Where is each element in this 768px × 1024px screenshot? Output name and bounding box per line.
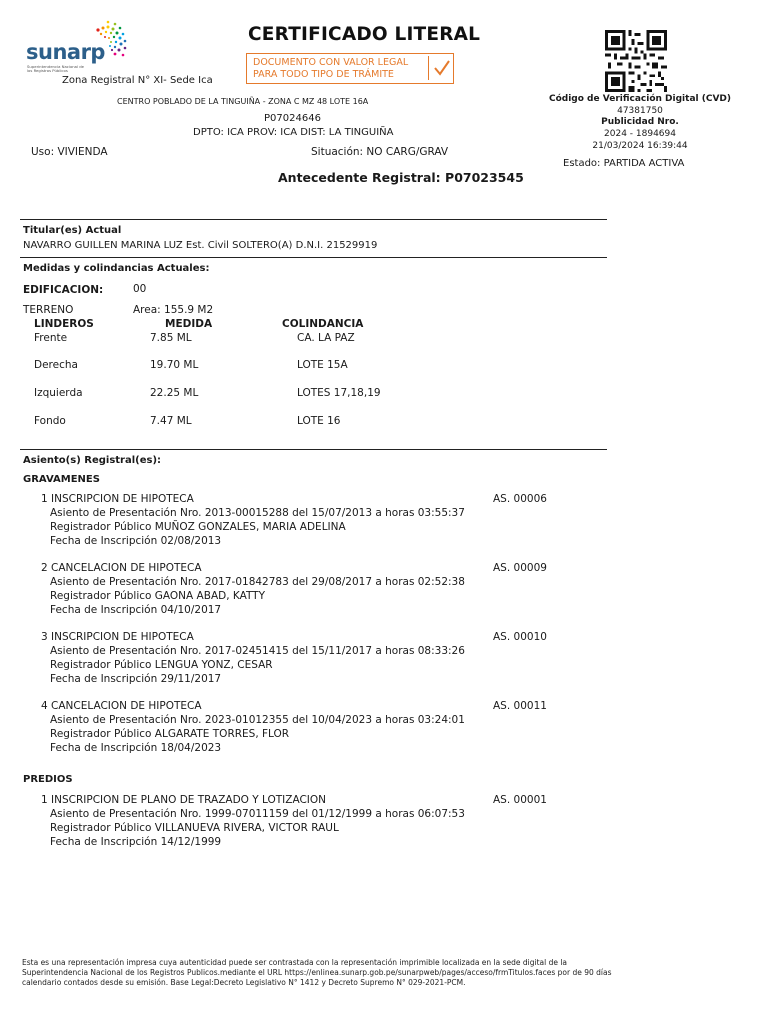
asiento-fecha: Fecha de Inscripción 04/10/2017 bbox=[50, 604, 222, 616]
checkmark-icon bbox=[433, 58, 451, 78]
uso: Uso: VIVIENDA bbox=[31, 146, 108, 158]
edificacion-label: EDIFICACION: bbox=[23, 284, 104, 296]
asiento-number: AS. 00011 bbox=[493, 700, 547, 712]
asiento-number: AS. 00010 bbox=[493, 631, 547, 643]
col-linderos: LINDEROS bbox=[34, 318, 94, 330]
zona-registral: Zona Registral N° XI- Sede Ica bbox=[62, 75, 213, 86]
cvd-label: Código de Verificación Digital (CVD) bbox=[548, 94, 732, 104]
asiento-presentacion: Asiento de Presentación Nro. 2017-01842783 del 29/08/2017 a horas 02:52:38 bbox=[50, 576, 465, 588]
sunarp-logo bbox=[22, 20, 132, 76]
legal-value-stamp bbox=[246, 53, 454, 84]
legal-footer: Esta es una representación impresa cuya autenticidad puede ser contrastada con la representación imprimible localizada en la sede digital de la Superintendencia Nacional de los Registros Publicos.mediante el URL https://enlinea.sunarp.gob.pe/sunarpweb/pages/acceso/frmTitulos.faces por de 90 días calendario contados desde su emisión. Base Legal:Decreto Legislativo N° 1412 y Decreto Supremo N° 029-2021-PCM. bbox=[22, 958, 612, 987]
lindero-cell: Izquierda bbox=[34, 387, 83, 399]
asiento-fecha: Fecha de Inscripción 02/08/2013 bbox=[50, 535, 222, 547]
verification-block bbox=[540, 94, 740, 153]
asiento-presentacion: Asiento de Presentación Nro. 2017-02451415 del 15/11/2017 a horas 08:33:26 bbox=[50, 645, 465, 657]
asiento-registrador: Registrador Público GAONA ABAD, KATTY bbox=[50, 590, 266, 602]
publicidad-label: Publicidad Nro. bbox=[601, 117, 679, 128]
titular-heading: Titular(es) Actual bbox=[23, 225, 122, 236]
asiento-registrador: Registrador Público MUÑOZ GONZALES, MARIA ADELINA bbox=[50, 521, 346, 533]
partida-status: Estado: PARTIDA ACTIVA bbox=[563, 158, 685, 169]
colindancia-cell: LOTES 17,18,19 bbox=[297, 387, 381, 399]
edificacion-value: 00 bbox=[133, 283, 147, 295]
stamp-line-2: PARA TODO TIPO DE TRÁMITE bbox=[253, 69, 394, 80]
situacion: Situación: NO CARG/GRAV bbox=[311, 146, 449, 158]
gravamenes-label: GRAVAMENES bbox=[23, 474, 100, 485]
lindero-cell: Derecha bbox=[34, 359, 78, 371]
colindancia-cell: LOTE 16 bbox=[297, 415, 341, 427]
medidas-heading: Medidas y colindancias Actuales: bbox=[23, 263, 210, 274]
terreno-area: Area: 155.9 M2 bbox=[133, 304, 214, 316]
antecedente-registral: Antecedente Registral: P07023545 bbox=[278, 170, 524, 185]
cvd-datetime: 21/03/2024 16:39:44 bbox=[592, 140, 688, 151]
divider bbox=[20, 219, 607, 220]
lindero-cell: Frente bbox=[34, 332, 68, 344]
logo-subtitle: Superintendencia Nacional de los Registros Públicos bbox=[27, 64, 85, 74]
lindero-cell: Fondo bbox=[34, 415, 66, 427]
asiento-title: 4 CANCELACION DE HIPOTECA bbox=[41, 700, 202, 712]
asiento-title: 2 CANCELACION DE HIPOTECA bbox=[41, 562, 202, 574]
asiento-registrador: Registrador Público ALGARATE TORRES, FLOR bbox=[50, 728, 290, 740]
asiento-presentacion: Asiento de Presentación Nro. 2013-00015288 del 15/07/2013 a horas 03:55:37 bbox=[50, 507, 465, 519]
asiento-number: AS. 00001 bbox=[493, 794, 547, 806]
col-colindancia: COLINDANCIA bbox=[282, 318, 364, 330]
asiento-number: AS. 00009 bbox=[493, 562, 547, 574]
property-address: CENTRO POBLADO DE LA TINGUIÑA - ZONA C MZ 48 LOTE 16A bbox=[117, 97, 369, 106]
terreno-label: TERRENO bbox=[23, 304, 74, 316]
asiento-number: AS. 00006 bbox=[493, 493, 547, 505]
medida-cell: 7.85 ML bbox=[150, 332, 192, 344]
medida-cell: 22.25 ML bbox=[150, 387, 199, 399]
asiento-title: 1 INSCRIPCION DE PLANO DE TRAZADO Y LOTIZACION bbox=[41, 794, 327, 806]
divider bbox=[20, 257, 607, 258]
asiento-title: 1 INSCRIPCION DE HIPOTECA bbox=[41, 493, 194, 505]
col-medida: MEDIDA bbox=[165, 318, 213, 330]
asiento-presentacion: Asiento de Presentación Nro. 2023-01012355 del 10/04/2023 a horas 03:24:01 bbox=[50, 714, 465, 726]
medida-cell: 19.70 ML bbox=[150, 359, 199, 371]
property-location: DPTO: ICA PROV: ICA DIST: LA TINGUIÑA bbox=[193, 127, 394, 138]
stamp-line-1: DOCUMENTO CON VALOR LEGAL bbox=[253, 57, 409, 68]
asiento-fecha: Fecha de Inscripción 29/11/2017 bbox=[50, 673, 222, 685]
asientos-heading: Asiento(s) Registral(es): bbox=[23, 455, 162, 466]
colindancia-cell: CA. LA PAZ bbox=[297, 332, 355, 344]
document-title: CERTIFICADO LITERAL bbox=[248, 24, 481, 45]
titular-line: NAVARRO GUILLEN MARINA LUZ Est. Civil SOLTERO(A) D.N.I. 21529919 bbox=[23, 240, 378, 251]
partida-number: P07024646 bbox=[264, 113, 321, 124]
publicidad-number: 2024 - 1894694 bbox=[604, 129, 676, 140]
cvd-code: 47381750 bbox=[617, 105, 663, 116]
colindancia-cell: LOTE 15A bbox=[297, 359, 348, 371]
asiento-fecha: Fecha de Inscripción 18/04/2023 bbox=[50, 742, 222, 754]
asiento-registrador: Registrador Público LENGUA YONZ, CESAR bbox=[50, 659, 273, 671]
logo-wordmark: sunarp bbox=[26, 40, 105, 64]
predios-label: PREDIOS bbox=[23, 774, 73, 785]
asiento-title: 3 INSCRIPCION DE HIPOTECA bbox=[41, 631, 194, 643]
medida-cell: 7.47 ML bbox=[150, 415, 192, 427]
divider bbox=[20, 449, 607, 450]
qr-code bbox=[604, 30, 668, 92]
asiento-registrador: Registrador Público VILLANUEVA RIVERA, VICTOR RAUL bbox=[50, 822, 339, 834]
asiento-presentacion: Asiento de Presentación Nro. 1999-07011159 del 01/12/1999 a horas 06:07:53 bbox=[50, 808, 465, 820]
asiento-fecha: Fecha de Inscripción 14/12/1999 bbox=[50, 836, 222, 848]
